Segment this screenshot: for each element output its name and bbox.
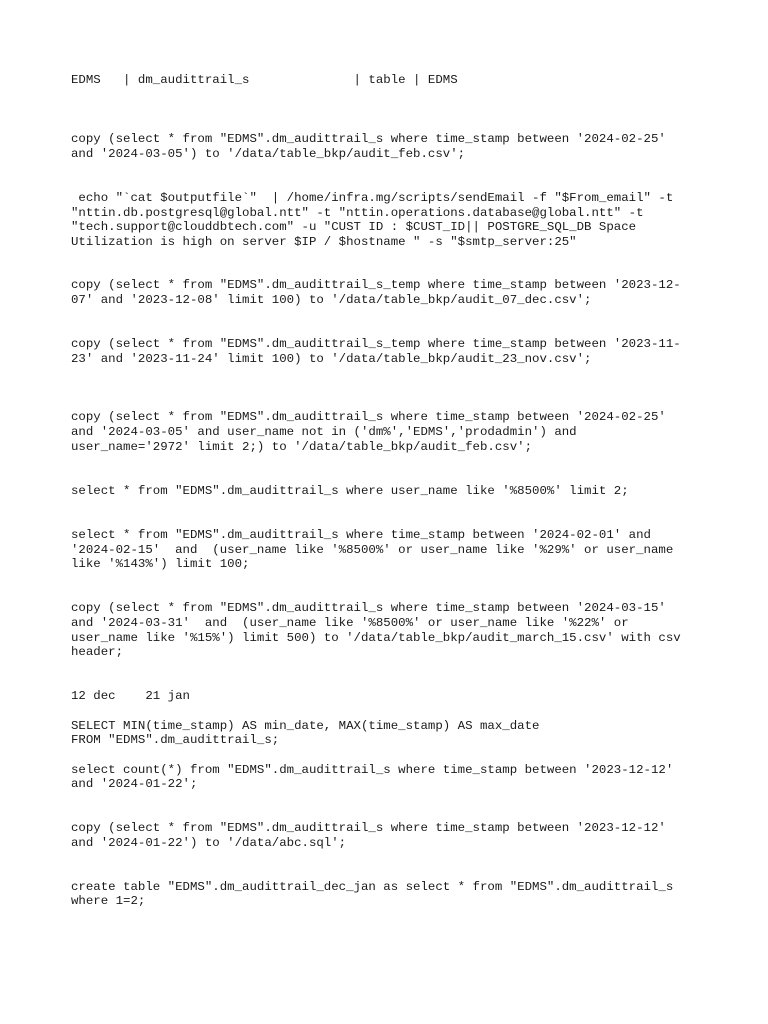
text-line: select * from "EDMS".dm_audittrail_s where user_name like '%8500%' limit 2; [71, 484, 629, 498]
text-line: select count(*) from "EDMS".dm_audittrail_s where time_stamp between '2023-12-12' [71, 763, 674, 777]
text-line: Utilization is high on server $IP / $hostname " -s "$smtp_server:25" [71, 235, 577, 249]
text-line: where 1=2; [71, 894, 146, 908]
text-line: and '2024-03-31' and (user_name like '%8500%' or user_name like '%22%' or [71, 616, 629, 630]
text-line: like '%143%') limit 100; [71, 557, 250, 571]
text-line: FROM "EDMS".dm_audittrail_s; [71, 733, 280, 747]
text-line: copy (select * from "EDMS".dm_audittrail_s_temp where time_stamp between '2023-12- [71, 278, 681, 292]
text-line: and '2024-01-22'; [71, 777, 198, 791]
text-line: EDMS | dm_audittrail_s | table | EDMS [71, 73, 458, 87]
text-line: copy (select * from "EDMS".dm_audittrail_s_temp where time_stamp between '2023-11- [71, 337, 681, 351]
text-line: and '2024-01-22') to '/data/abc.sql'; [71, 836, 347, 850]
text-line: 07' and '2023-12-08' limit 100) to '/data/table_bkp/audit_07_dec.csv'; [71, 293, 592, 307]
text-line: and '2024-03-05' and user_name not in ('dm%','EDMS','prodadmin') and [71, 425, 577, 439]
text-line: header; [71, 645, 124, 659]
text-line: "tech.support@clouddbtech.com" -u "CUST ID : $CUST_ID|| POSTGRE_SQL_DB Space [71, 220, 637, 234]
text-line: user_name='2972' limit 2;) to '/data/table_bkp/audit_feb.csv'; [71, 440, 533, 454]
text-line: and '2024-03-05') to '/data/table_bkp/audit_feb.csv'; [71, 147, 466, 161]
text-line: 12 dec 21 jan [71, 689, 190, 703]
text-line: 23' and '2023-11-24' limit 100) to '/data/table_bkp/audit_23_nov.csv'; [71, 352, 592, 366]
text-line: echo "`cat $outputfile`" | /home/infra.mg/scripts/sendEmail -f "$From_email" -t [71, 191, 674, 205]
text-line: select * from "EDMS".dm_audittrail_s where time_stamp between '2024-02-01' and [71, 528, 651, 542]
text-line: "nttin.db.postgresql@global.ntt" -t "nttin.operations.database@global.ntt" -t [71, 206, 644, 220]
text-line: copy (select * from "EDMS".dm_audittrail_s where time_stamp between '2024-02-25' [71, 132, 666, 146]
text-line: copy (select * from "EDMS".dm_audittrail_s where time_stamp between '2024-02-25' [71, 410, 666, 424]
text-line: copy (select * from "EDMS".dm_audittrail_s where time_stamp between '2024-03-15' [71, 601, 666, 615]
text-line: user_name like '%15%') limit 500) to '/data/table_bkp/audit_march_15.csv' with csv [71, 631, 681, 645]
text-line: '2024-02-15' and (user_name like '%8500%' or user_name like '%29%' or user_name [71, 543, 674, 557]
text-line: copy (select * from "EDMS".dm_audittrail_s where time_stamp between '2023-12-12' [71, 821, 666, 835]
text-line: SELECT MIN(time_stamp) AS min_date, MAX(time_stamp) AS max_date [71, 719, 540, 733]
text-line: create table "EDMS".dm_audittrail_dec_jan as select * from "EDMS".dm_audittrail_s [71, 880, 674, 894]
